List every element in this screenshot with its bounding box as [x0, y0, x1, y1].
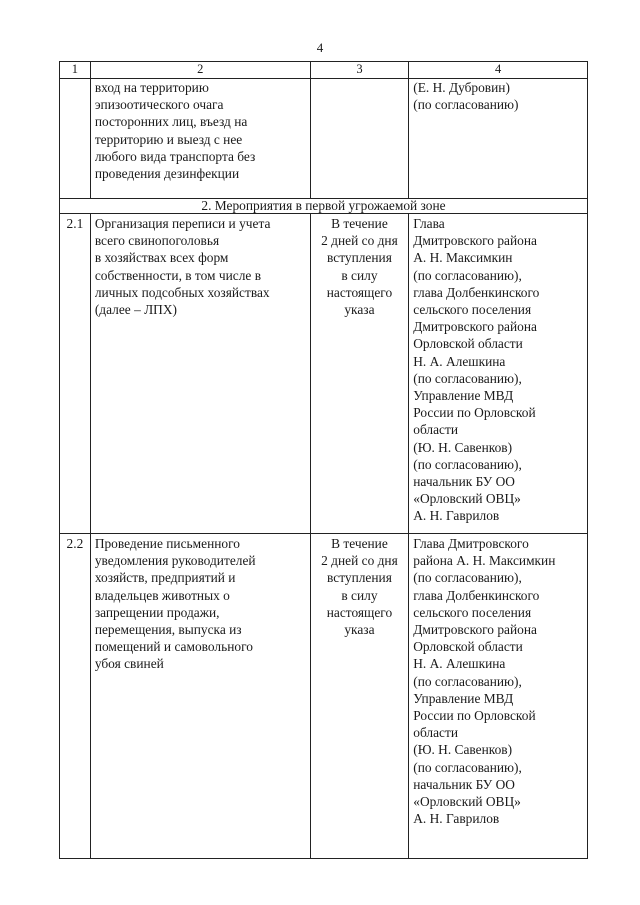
responsible-line: «Орловский ОВЦ» — [413, 794, 521, 810]
section-heading-row — [60, 199, 588, 214]
responsible-line: сельского поселения — [413, 604, 532, 620]
activity-line: эпизоотического очага — [94, 97, 224, 113]
activity-line: уведомления руководителей — [94, 553, 256, 569]
responsible-line: Управление МВД — [413, 388, 514, 404]
activity-line: любого вида транспорта без — [94, 148, 256, 164]
responsible-line: (по согласованию), — [413, 673, 522, 689]
section-title: 2. Мероприятия в первой угрожаемой зоне — [60, 199, 588, 214]
activity-line: вход на территорию — [94, 80, 209, 95]
responsible-line: сельского поселения — [413, 302, 532, 318]
responsible-line: России по Орловской — [413, 405, 536, 421]
term-line: в силу — [341, 587, 378, 603]
responsible-line: начальник БУ ОО — [413, 474, 515, 490]
row-number-cell — [60, 214, 91, 534]
term-line: В течение — [331, 536, 388, 551]
responsible-line: (по согласованию), — [413, 370, 522, 386]
table-row-continuation — [60, 79, 588, 199]
responsible-line: А. Н. Гаврилов — [413, 508, 500, 524]
responsible-line: Орловской области — [413, 336, 523, 352]
responsible-line: А. Н. Гаврилов — [413, 811, 500, 827]
term-line: 2 дней со дня — [321, 233, 398, 249]
term-cell — [310, 214, 409, 534]
responsible-line: Орловской области — [413, 639, 523, 655]
responsible-line: (по согласованию), — [413, 456, 522, 472]
activity-line: Проведение письменного — [94, 536, 240, 551]
responsible-line: Дмитровского района — [413, 319, 537, 335]
table-row-2-2 — [60, 534, 588, 859]
responsible-line: (Е. Н. Дубровин) — [413, 80, 510, 95]
responsible-line: Глава — [413, 216, 445, 231]
term-line: вступления — [327, 570, 392, 586]
responsible-line: (Ю. Н. Савенков) — [413, 439, 513, 455]
column-number-3: 3 — [310, 62, 409, 79]
column-number-1: 1 — [60, 62, 91, 79]
column-number-2: 2 — [90, 62, 310, 79]
activity-line: территорию и выезд с нее — [94, 131, 243, 147]
responsible-line: области — [413, 422, 459, 438]
column-number-header-row — [60, 62, 588, 79]
responsible-line: Дмитровского района — [413, 622, 537, 638]
column-number-4: 4 — [409, 62, 588, 79]
responsible-line: (по согласованию) — [413, 97, 519, 113]
term-line: настоящего — [326, 284, 393, 300]
term-line: вступления — [327, 250, 392, 266]
activity-line: в хозяйствах всех форм — [94, 250, 229, 266]
activity-cell — [90, 214, 310, 534]
term-line: В течение — [331, 216, 388, 231]
responsible-line: Глава Дмитровского — [413, 536, 529, 551]
responsible-cell — [409, 79, 588, 199]
responsible-line: России по Орловской — [413, 708, 536, 724]
row-number: 2.2 — [66, 536, 84, 551]
row-number: 2.1 — [66, 216, 84, 231]
term-line: указа — [344, 302, 375, 318]
table-row-2-1 — [60, 214, 588, 534]
activity-line: личных подсобных хозяйствах — [94, 284, 270, 300]
activity-cell — [90, 534, 310, 859]
responsible-line: Управление МВД — [413, 690, 514, 706]
responsible-line: района А. Н. Максимкин — [413, 553, 556, 569]
responsible-line: начальник БУ ОО — [413, 776, 515, 792]
row-number-cell — [60, 79, 91, 199]
activity-line: (далее – ЛПХ) — [94, 302, 177, 318]
responsible-line: Дмитровского района — [413, 233, 537, 249]
activity-line: перемещения, выпуска из — [94, 622, 242, 638]
responsible-line: (по согласованию), — [413, 759, 522, 775]
activity-line: запрещении продажи, — [94, 604, 220, 620]
responsible-line: Н. А. Алешкина — [413, 656, 506, 672]
activity-line: собственности, в том числе в — [94, 267, 262, 283]
activity-line: помещений и самовольного — [94, 639, 253, 655]
activity-line: посторонних лиц, въезд на — [94, 114, 248, 130]
page-number: 4 — [316, 40, 324, 55]
activity-line: владельцев животных о — [94, 587, 230, 603]
activity-line: хозяйств, предприятий и — [94, 570, 236, 586]
responsible-line: глава Долбенкинского — [413, 284, 540, 300]
activity-line: Организация переписи и учета — [94, 216, 271, 231]
responsible-line: глава Долбенкинского — [413, 587, 540, 603]
activity-line: всего свинопоголовья — [94, 233, 220, 249]
activity-line: проведения дезинфекции — [94, 166, 240, 182]
activity-cell — [90, 79, 310, 199]
responsible-line: области — [413, 725, 459, 741]
measures-table — [59, 61, 588, 859]
responsible-line: (по согласованию), — [413, 267, 522, 283]
responsible-line: (по согласованию), — [413, 570, 522, 586]
activity-line: убоя свиней — [94, 656, 164, 672]
term-line: настоящего — [326, 604, 393, 620]
term-line: в силу — [341, 267, 378, 283]
term-line: 2 дней со дня — [321, 553, 398, 569]
row-number-cell — [60, 534, 91, 859]
responsible-line: Н. А. Алешкина — [413, 353, 506, 369]
responsible-cell — [409, 214, 588, 534]
responsible-line: «Орловский ОВЦ» — [413, 491, 521, 507]
responsible-line: (Ю. Н. Савенков) — [413, 742, 513, 758]
term-cell — [310, 79, 409, 199]
term-line: указа — [344, 622, 375, 638]
responsible-cell — [409, 534, 588, 859]
responsible-line: А. Н. Максимкин — [413, 250, 513, 266]
term-cell — [310, 534, 409, 859]
